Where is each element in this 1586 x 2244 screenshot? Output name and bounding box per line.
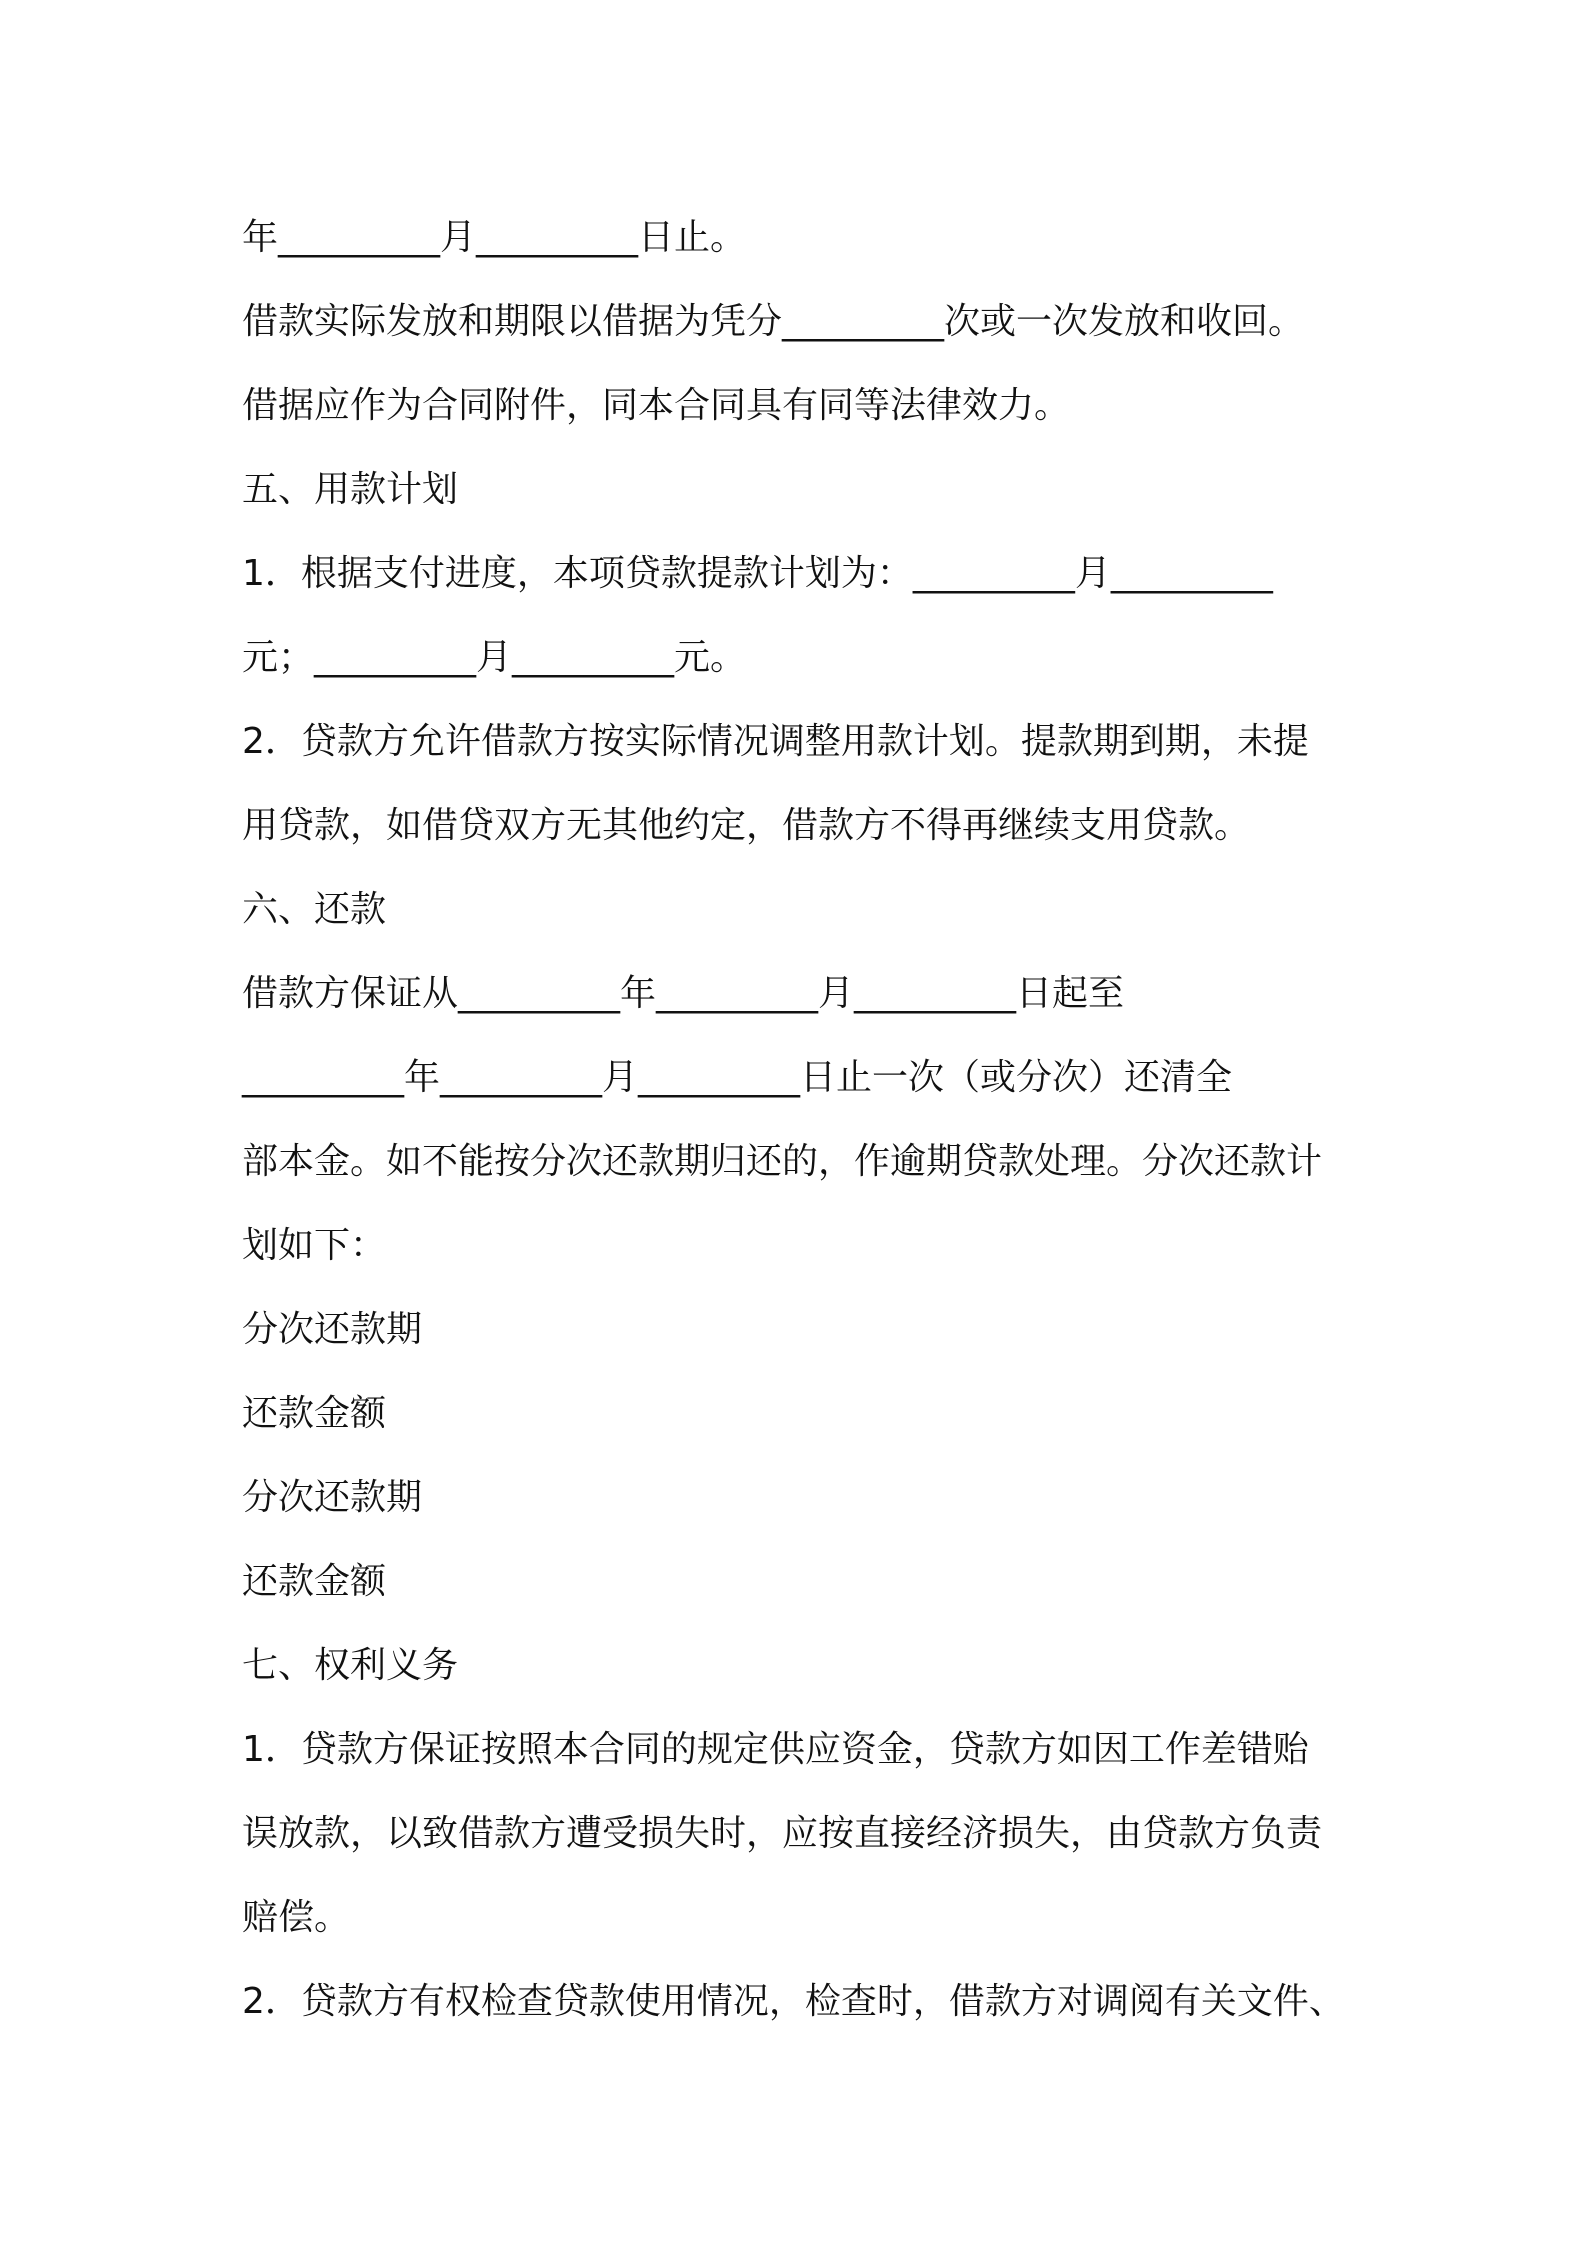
schedule-label-amount-2: 还款金额 bbox=[242, 1561, 387, 1602]
text-line-overdue: 部本金。如不能按分次还款期归还的，作逾期贷款处理。分次还款计 bbox=[242, 1141, 1323, 1182]
schedule-label-period-1: 分次还款期 bbox=[242, 1309, 423, 1350]
text-line-repayment-start: 借款方保证从_________年_________月_________日起至 bbox=[242, 973, 1125, 1014]
section-heading-rights-obligations: 七、权利义务 bbox=[242, 1645, 459, 1686]
text-line-lender-supply-cont: 误放款，以致借款方遭受损失时，应按直接经济损失，由贷款方负责 bbox=[242, 1813, 1323, 1854]
text-line-lender-supply: 1．贷款方保证按照本合同的规定供应资金，贷款方如因工作差错贻 bbox=[242, 1729, 1309, 1770]
text-line-lender-inspection: 2．贷款方有权检查贷款使用情况，检查时，借款方对调阅有关文件、 bbox=[242, 1981, 1345, 2022]
text-line-repayment-end: _________年_________月_________日止一次（或分次）还清全 bbox=[242, 1057, 1233, 1098]
text-line-schedule-intro: 划如下： bbox=[242, 1225, 387, 1266]
text-line-drawdown-plan: 1．根据支付进度，本项贷款提款计划为：_________月_________ bbox=[242, 553, 1273, 594]
text-line-drawdown-plan-cont: 元；_________月_________元。 bbox=[242, 637, 747, 678]
text-line-plan-adjustment: 2．贷款方允许借款方按实际情况调整用款计划。提款期到期，未提 bbox=[242, 721, 1309, 762]
text-line-receipt-attachment: 借据应作为合同附件，同本合同具有同等法律效力。 bbox=[242, 385, 1071, 426]
text-line-plan-adjustment-cont: 用贷款，如借贷双方无其他约定，借款方不得再继续支用贷款。 bbox=[242, 805, 1251, 846]
text-line-disbursement: 借款实际发放和期限以借据为凭分_________次或一次发放和收回。 bbox=[242, 301, 1305, 342]
text-line-loan-term-end: 年_________月_________日止。 bbox=[242, 217, 747, 258]
document-body bbox=[242, 196, 1392, 2044]
text-line-lender-supply-end: 赔偿。 bbox=[242, 1897, 351, 1938]
section-heading-repayment: 六、还款 bbox=[242, 889, 387, 930]
schedule-label-period-2: 分次还款期 bbox=[242, 1477, 423, 1518]
section-heading-usage-plan: 五、用款计划 bbox=[242, 469, 459, 510]
schedule-label-amount-1: 还款金额 bbox=[242, 1393, 387, 1434]
